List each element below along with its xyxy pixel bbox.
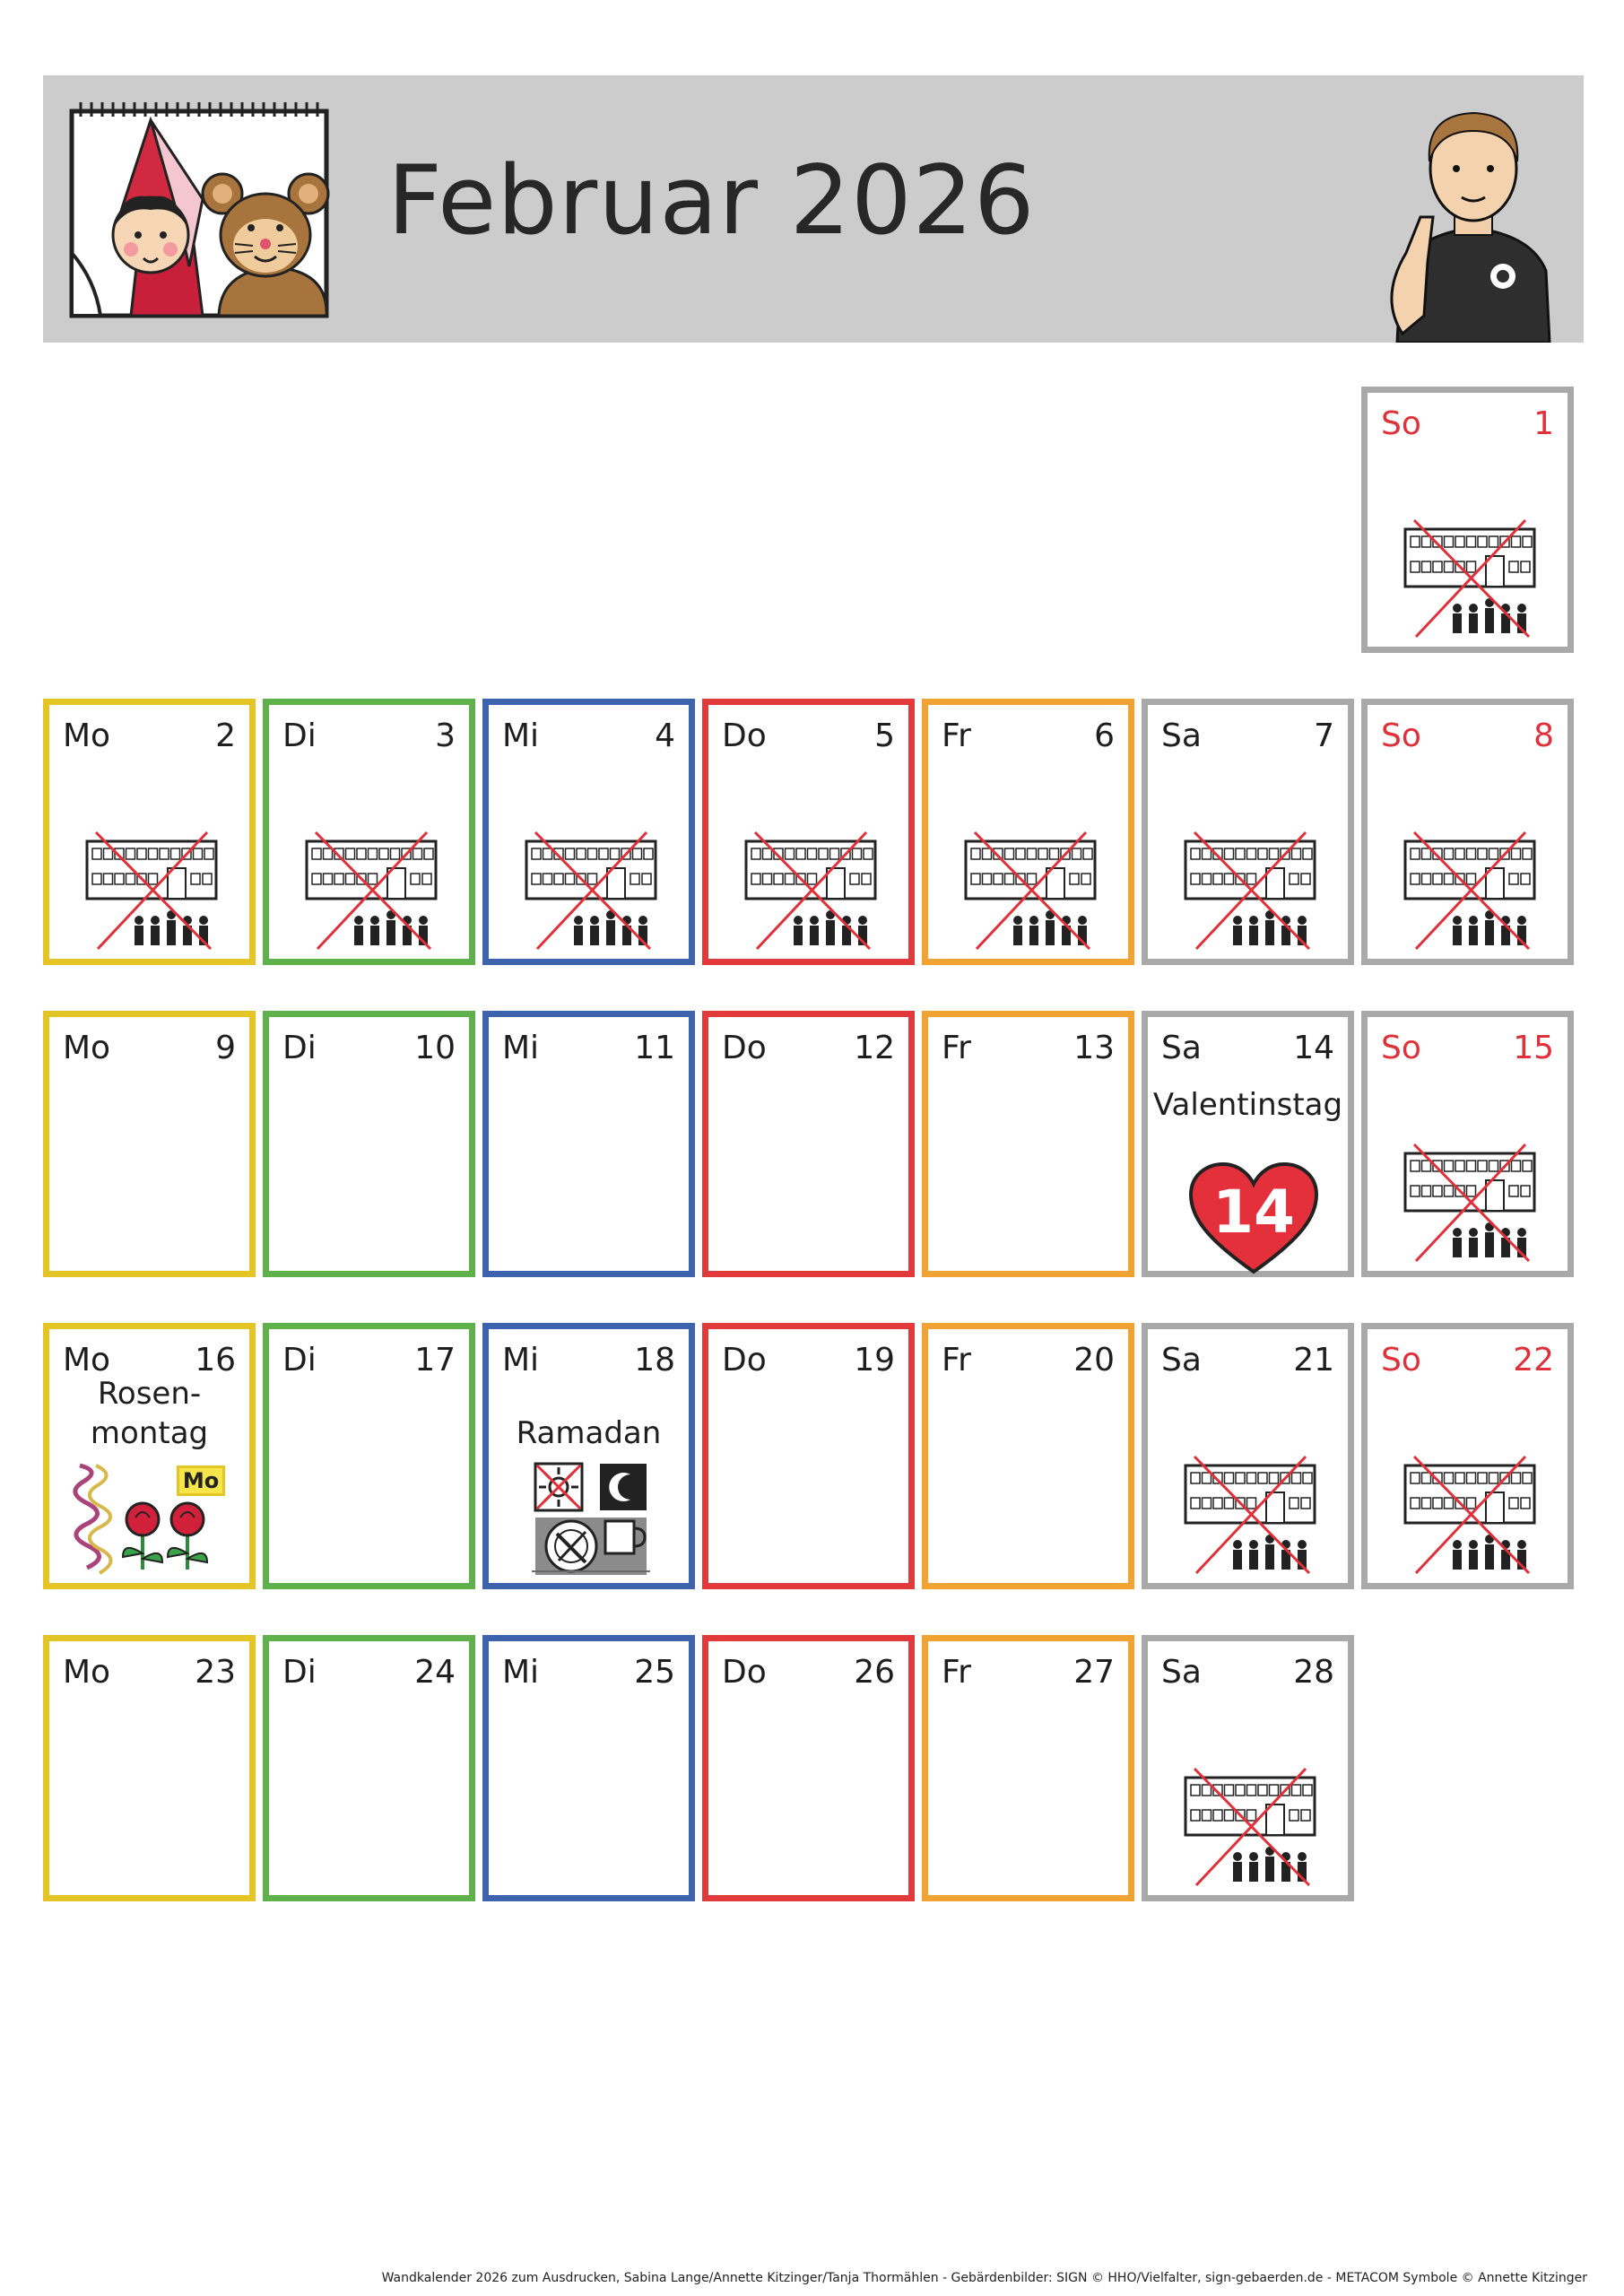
page-title: Februar 2026 [387,145,1036,256]
weekday-label: Do [722,1030,767,1066]
weekday-label: So [1381,405,1421,442]
weekday-label: So [1381,1342,1421,1378]
weekday-label: Mo [63,1654,111,1691]
day-cell-24 [263,1635,475,1901]
day-cell-10 [263,1011,475,1277]
no-school-icon [744,829,877,952]
day-cell-11 [482,1011,695,1277]
event-label-line-1: Rosen- [97,1376,202,1412]
day-number: 8 [1533,718,1554,754]
day-number: 21 [1293,1342,1334,1378]
day-number: 23 [195,1654,236,1691]
day-cell-27 [922,1635,1134,1901]
weekday-label: Fr [942,1030,971,1066]
day-number: 9 [215,1030,236,1066]
day-number: 4 [655,718,675,754]
weekday-label: Mi [502,1342,540,1378]
weekday-label: Mi [502,718,540,754]
weekday-label: Do [722,718,767,754]
day-number: 28 [1293,1654,1334,1691]
day-number: 12 [854,1030,895,1066]
day-number: 19 [854,1342,895,1378]
day-number: 14 [1293,1030,1334,1066]
no-school-icon [1184,829,1316,952]
day-number: 11 [634,1030,675,1066]
header-banner [43,75,1584,343]
day-cell-13 [922,1011,1134,1277]
day-cell-18 [482,1323,695,1589]
day-number: 15 [1513,1030,1554,1066]
no-school-icon [525,829,657,952]
weekday-label: Sa [1161,1342,1202,1378]
weekday-label: Mi [502,1030,540,1066]
carnival-calendar-icon [68,100,330,320]
no-school-icon [1403,517,1536,640]
day-number: 6 [1094,718,1115,754]
day-number: 17 [414,1342,456,1378]
weekday-label: Do [722,1654,767,1691]
day-cell-5 [702,699,915,965]
day-cell-17 [263,1323,475,1589]
weekday-label: Fr [942,1654,971,1691]
day-cell-23 [43,1635,256,1901]
day-cell-9 [43,1011,256,1277]
weekday-label: So [1381,1030,1421,1066]
event-label: Valentinstag [1152,1087,1343,1123]
day-number: 3 [435,718,456,754]
day-number: 22 [1513,1342,1554,1378]
weekday-label: Mo [63,1342,111,1378]
day-cell-15 [1361,1011,1574,1277]
event-label: Ramadan [516,1415,662,1451]
day-cell-7 [1142,699,1354,965]
day-number: 10 [414,1030,456,1066]
day-cell-16 [43,1323,256,1589]
day-number: 24 [414,1654,456,1691]
day-cell-25 [482,1635,695,1901]
sign-language-person-icon [1361,91,1585,343]
day-cell-21 [1142,1323,1354,1589]
weekday-label: Mo [63,718,111,754]
ramadan-icon [532,1462,650,1577]
day-cell-3 [263,699,475,965]
weekday-label: Mo [63,1030,111,1066]
day-number: 16 [195,1342,236,1378]
no-school-icon [1403,1141,1536,1265]
no-school-icon [85,829,218,952]
no-school-icon [1184,1765,1316,1889]
monday-badge: Mo [177,1465,225,1496]
no-school-icon [1403,829,1536,952]
weekday-label: Do [722,1342,767,1378]
day-cell-14 [1142,1011,1354,1277]
day-cell-20 [922,1323,1134,1589]
no-school-icon [964,829,1097,952]
day-number: 26 [854,1654,895,1691]
day-cell-8 [1361,699,1574,965]
weekday-label: Di [282,1654,317,1691]
day-cell-2 [43,699,256,965]
weekday-label: Sa [1161,718,1202,754]
weekday-label: Sa [1161,1654,1202,1691]
no-school-icon [1184,1453,1316,1577]
weekday-label: So [1381,718,1421,754]
day-cell-19 [702,1323,915,1589]
no-school-icon [305,829,438,952]
day-number: 5 [874,718,895,754]
weekday-label: Fr [942,1342,971,1378]
day-number: 2 [215,718,236,754]
day-number: 13 [1073,1030,1115,1066]
weekday-label: Di [282,1342,317,1378]
footer-credits: Wandkalender 2026 zum Ausdrucken, Sabina Lange/Annette Kitzinger/Tanja Thormählen - Gebärdenbilder: SIGN © HHO/Vielfalter, sign-gebaerden.de - METACOM Symbole © Annette Kitzinger [381,2271,1587,2285]
day-cell-4 [482,699,695,965]
event-label-line-2: montag [90,1415,209,1451]
day-number: 7 [1314,718,1334,754]
weekday-label: Sa [1161,1030,1202,1066]
weekday-label: Mi [502,1654,540,1691]
heart-number: 14 [1212,1178,1295,1247]
day-cell-22 [1361,1323,1574,1589]
day-cell-6 [922,699,1134,965]
day-number: 18 [634,1342,675,1378]
no-school-icon [1403,1453,1536,1577]
weekday-label: Di [282,1030,317,1066]
day-cell-1 [1361,387,1574,653]
day-number: 27 [1073,1654,1115,1691]
day-cell-12 [702,1011,915,1277]
day-cell-26 [702,1635,915,1901]
day-cell-28 [1142,1635,1354,1901]
day-number: 1 [1533,405,1554,442]
day-number: 20 [1073,1342,1115,1378]
weekday-label: Fr [942,718,971,754]
day-number: 25 [634,1654,675,1691]
weekday-label: Di [282,718,317,754]
